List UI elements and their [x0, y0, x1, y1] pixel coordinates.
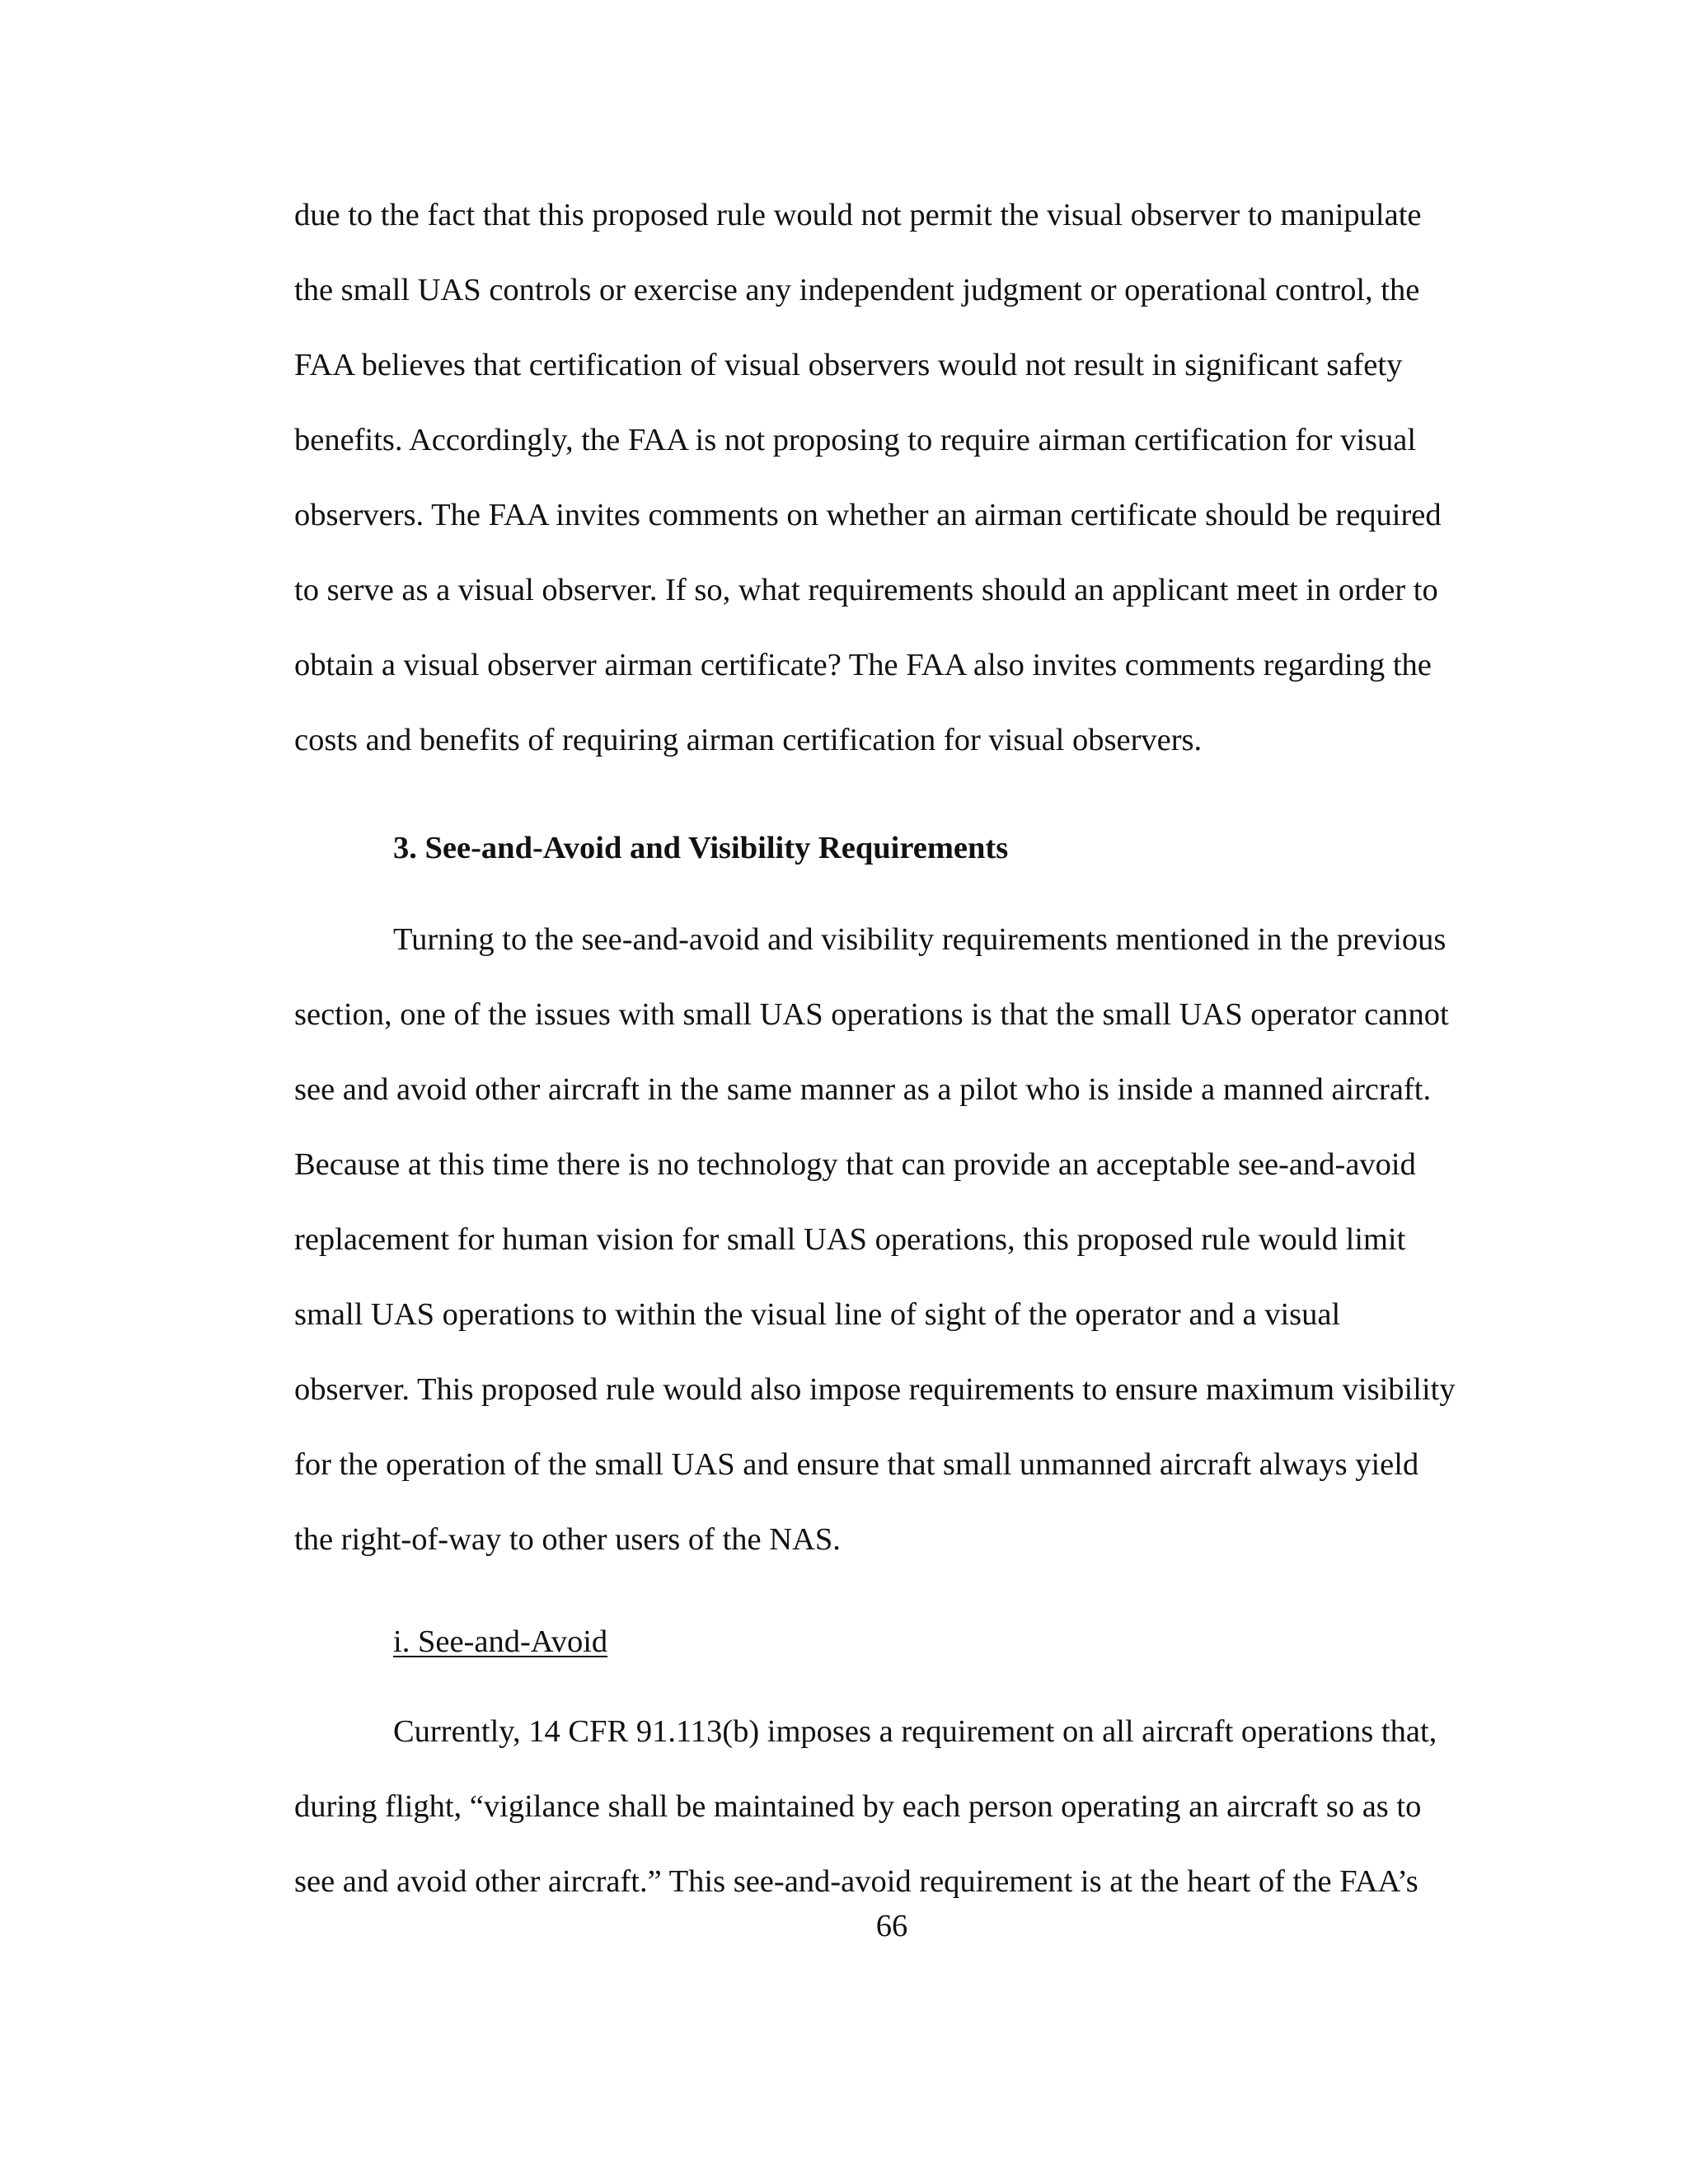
paragraph-1-line-8: costs and benefits of requiring airman certification for visual observers.	[294, 723, 1203, 757]
paragraph-3-line-2: during flight, “vigilance shall be maintained by each person operating an aircraft so as to	[294, 1789, 1422, 1824]
paragraph-1-line-2: the small UAS controls or exercise any independent judgment or operational control, the	[294, 273, 1420, 307]
section-heading: 3. See-and-Avoid and Visibility Requirements	[393, 831, 1009, 865]
paragraph-1-line-4: benefits. Accordingly, the FAA is not proposing to require airman certification for visual	[294, 423, 1417, 457]
paragraph-2-line-9: the right-of-way to other users of the NAS.	[294, 1522, 841, 1557]
paragraph-2-line-4: Because at this time there is no technology that can provide an acceptable see-and-avoid	[294, 1147, 1416, 1182]
page-number: 66	[875, 1909, 908, 1943]
paragraph-2-line-5: replacement for human vision for small UAS operations, this proposed rule would limit	[294, 1222, 1406, 1257]
paragraph-1-line-7: obtain a visual observer airman certificate? The FAA also invites comments regarding the	[294, 648, 1432, 682]
paragraph-2-line-1: Turning to the see-and-avoid and visibility requirements mentioned in the previous	[393, 922, 1447, 957]
paragraph-1-line-1: due to the fact that this proposed rule would not permit the visual observer to manipulate	[294, 198, 1422, 232]
paragraph-2-line-7: observer. This proposed rule would also impose requirements to ensure maximum visibility	[294, 1372, 1456, 1407]
paragraph-2-line-6: small UAS operations to within the visual line of sight of the operator and a visual	[294, 1297, 1341, 1332]
paragraph-3-line-1: Currently, 14 CFR 91.113(b) imposes a requirement on all aircraft operations that,	[393, 1714, 1437, 1749]
paragraph-2-line-8: for the operation of the small UAS and ensure that small unmanned aircraft always yield	[294, 1447, 1419, 1482]
paragraph-1-line-3: FAA believes that certification of visual observers would not result in significant safety	[294, 348, 1403, 382]
subsection-heading: i. See-and-Avoid	[393, 1624, 608, 1659]
paragraph-2-line-3: see and avoid other aircraft in the same manner as a pilot who is inside a manned aircraft.	[294, 1072, 1432, 1107]
paragraph-3-line-3: see and avoid other aircraft.” This see-and-avoid requirement is at the heart of the FAA’s	[294, 1864, 1418, 1899]
paragraph-2-line-2: section, one of the issues with small UAS operations is that the small UAS operator cannot	[294, 997, 1449, 1032]
paragraph-1-line-6: to serve as a visual observer. If so, what requirements should an applicant meet in order to	[294, 573, 1438, 607]
paragraph-1-line-5: observers. The FAA invites comments on whether an airman certificate should be required	[294, 498, 1442, 532]
